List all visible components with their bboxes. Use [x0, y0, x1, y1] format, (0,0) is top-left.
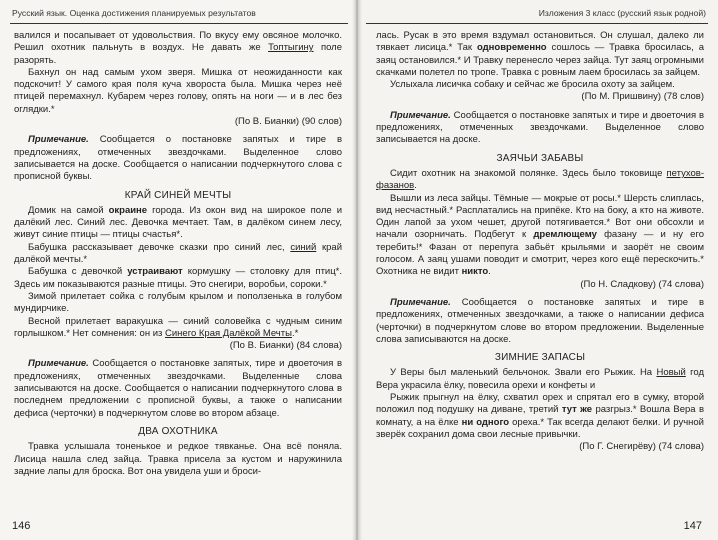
bold-word: никто: [461, 266, 489, 278]
section-title: ДВА ОХОТНИКА: [138, 425, 218, 437]
left-header-rule: [10, 23, 348, 24]
right-running-header: Изложения 3 класс (русский язык родной): [538, 8, 706, 18]
underlined-word: Синего Края Далёкой Мечты: [165, 327, 292, 339]
note-label: Примечание.: [28, 134, 89, 146]
paragraph: Весной прилетает варакушка — синий соловейка с чудным синим горлышком.* Нет сомнения: он из Синего Края Далёкой Мечты.*: [14, 315, 342, 339]
note-label: Примечание.: [390, 296, 451, 308]
paragraph: Сидит охотник на знакомой полянке. Здесь было токовище петухов-фазанов.: [376, 167, 704, 192]
source-citation: (По Г. Снегирёву) (74 слова): [579, 441, 704, 453]
paragraph: Зимой прилетает сойка с голубым крылом и поползенька в голубом мундирчике.: [14, 290, 342, 315]
bold-word: дремлющему: [533, 229, 597, 241]
paragraph: Бахнул он над самым ухом зверя. Мишка от неожиданности как подскочит! У самого края поля куча хвороста была. Мишка через неё птицей перемахнул. Кубарем через голову, опять на ноги — и в лес без оглядки.*: [14, 66, 342, 115]
paragraph: Бабушка с девочкой устраивают кормушку — столовку для птиц*. Здесь им показываются разные птицы. Это снегири, воробьи, сороки.*: [14, 266, 342, 290]
source-citation: (По Н. Сладкову) (74 слова): [580, 278, 704, 290]
paragraph: Домик на самой окраине города. Из окон вид на широкое поле и далёкий лес. Синий лес. Девочка мечтает. Там, в далёком синем лесу, живут синие птицы — птицы счастья*.: [14, 204, 343, 241]
note-paragraph: Примечание. Сообщается о постановке запятых и тире и двоеточия в предложениях, отмеченных звездочками. Выделенное слово записывается на доске.: [376, 109, 704, 146]
underlined-word: синий: [290, 241, 317, 253]
paragraph: Рыжик прыгнул на ёлку, схватил орех и спрятал его в сумку, второй положил под подушку на диване, третий тут же разгрыз.* Вошла Вера в комнату, а на ёлке ни одного ореха.* Так всегда делают белки. И ручной зверёк сохранил дома свои лесные привычки.: [376, 392, 704, 440]
left-page-content: [14, 30, 342, 512]
right-page-content: [376, 30, 704, 512]
right-header-rule: [366, 23, 708, 24]
note-label: Примечание.: [28, 358, 89, 370]
paragraph: Бабушка рассказывает девочке сказки про синий лес, синий край далёкой мечты.*: [14, 241, 343, 266]
source-citation: (По В. Бианки) (84 слова): [229, 340, 342, 352]
paragraph: валился и посапывает от удовольствия. По вкусу ему овсяное молочко. Решил охотник пальнуть в воздух. Не давать же Топтыгину поле разорять.: [14, 30, 342, 66]
bold-word: окраине: [108, 204, 148, 216]
bold-word: тут же: [561, 404, 593, 416]
bold-word: одновременно: [476, 42, 547, 54]
source-citation: (По М. Пришвину) (78 слов): [581, 91, 704, 103]
section-title: КРАЙ СИНЕЙ МЕЧТЫ: [124, 189, 232, 201]
note-paragraph: Примечание. Сообщается о постановке запятых и тире в предложениях, отмеченных звездочками, а также о написании дефиса (черточки) в подчеркнутом слове во втором предложении. Выделенные слова записываются на доске.: [376, 296, 704, 345]
book-gutter-shadow: [352, 0, 362, 540]
underlined-word: Новый: [656, 367, 686, 379]
paragraph: Вышли из леса зайцы. Тёмные — мокрые от росы.* Шерсть слиплась, вид несчастный.* Расплатались на припёке. Кто на боку, а кто на животе. Один лапой за ухом чешет, другой потягивается.* Вот они обсохли и начали озорничать. Подбегут к дремлющему фазану — и ну его теребить!* Фазан от перепуга забьёт крыльями и заорёт не своим голосом. А заяц ушами поводит и смотрит, через кого ещё перескочить.* Охотника не видит никто.: [376, 192, 704, 278]
underlined-word: Топтыгину: [268, 42, 314, 54]
left-page-number: 146: [12, 520, 31, 532]
bold-word: устраивают: [127, 266, 183, 278]
paragraph: Услыхала лисичка собаку и сейчас же бросила охоту за зайцем.: [390, 79, 675, 91]
paragraph: лась. Русак в это время вздумал остановиться. Он слушал, далеко ли тявкает лисица.* Так одновременно сошлось — Травка бросилась, а заяц остановился.* И Травку перенесло через зайца. Тут заяц огромными скачками полетел по тропе. Травка с ровным лаем бросилась за зайцем.: [376, 30, 704, 78]
source-citation: (По В. Бианки) (90 слов): [234, 116, 342, 128]
underlined-word: петухов-фазанов: [376, 167, 704, 192]
right-page-number: 147: [683, 520, 702, 532]
left-page: [0, 0, 356, 540]
note-paragraph: Примечание. Сообщается о постановке запятых, тире и двоеточия в предложениях, отмеченных звездочками. Выделенные слова записываются на доске. Сообщается о написании подчеркнутого слова в последнем предложении с прописной буквы, а также о написании дефиса (черточки) в подчеркнутом слове во втором абзаце.: [14, 358, 342, 419]
section-title: ЗАЯЧЬИ ЗАБАВЫ: [496, 152, 584, 164]
note-label: Примечание.: [390, 109, 451, 121]
left-running-header: Русский язык. Оценка достижения планируемых результатов: [12, 8, 256, 18]
paragraph: У Веры был маленький бельчонок. Звали его Рыжик. На Новый год Вера украсила ёлку, повесила орехи и конфеты и: [376, 367, 705, 391]
bold-word: ни одного: [461, 416, 510, 428]
paragraph: Травка услышала тоненькое и редкое тявканье. Она всё поняла. Лисица нашла след зайца. Травка присела за кустом и наружинила задние лапы для броска. Вот она увидела уши и броси-: [14, 441, 342, 477]
right-page: [358, 0, 718, 540]
section-title: ЗИМНИЕ ЗАПАСЫ: [494, 352, 586, 364]
note-paragraph: Примечание. Сообщается о постановке запятых и тире в предложениях, отмеченных звездочками. Выделенное слово записывается на доске. Сообщается о написании подчеркнутого слова с прописной буквы.: [14, 134, 342, 183]
